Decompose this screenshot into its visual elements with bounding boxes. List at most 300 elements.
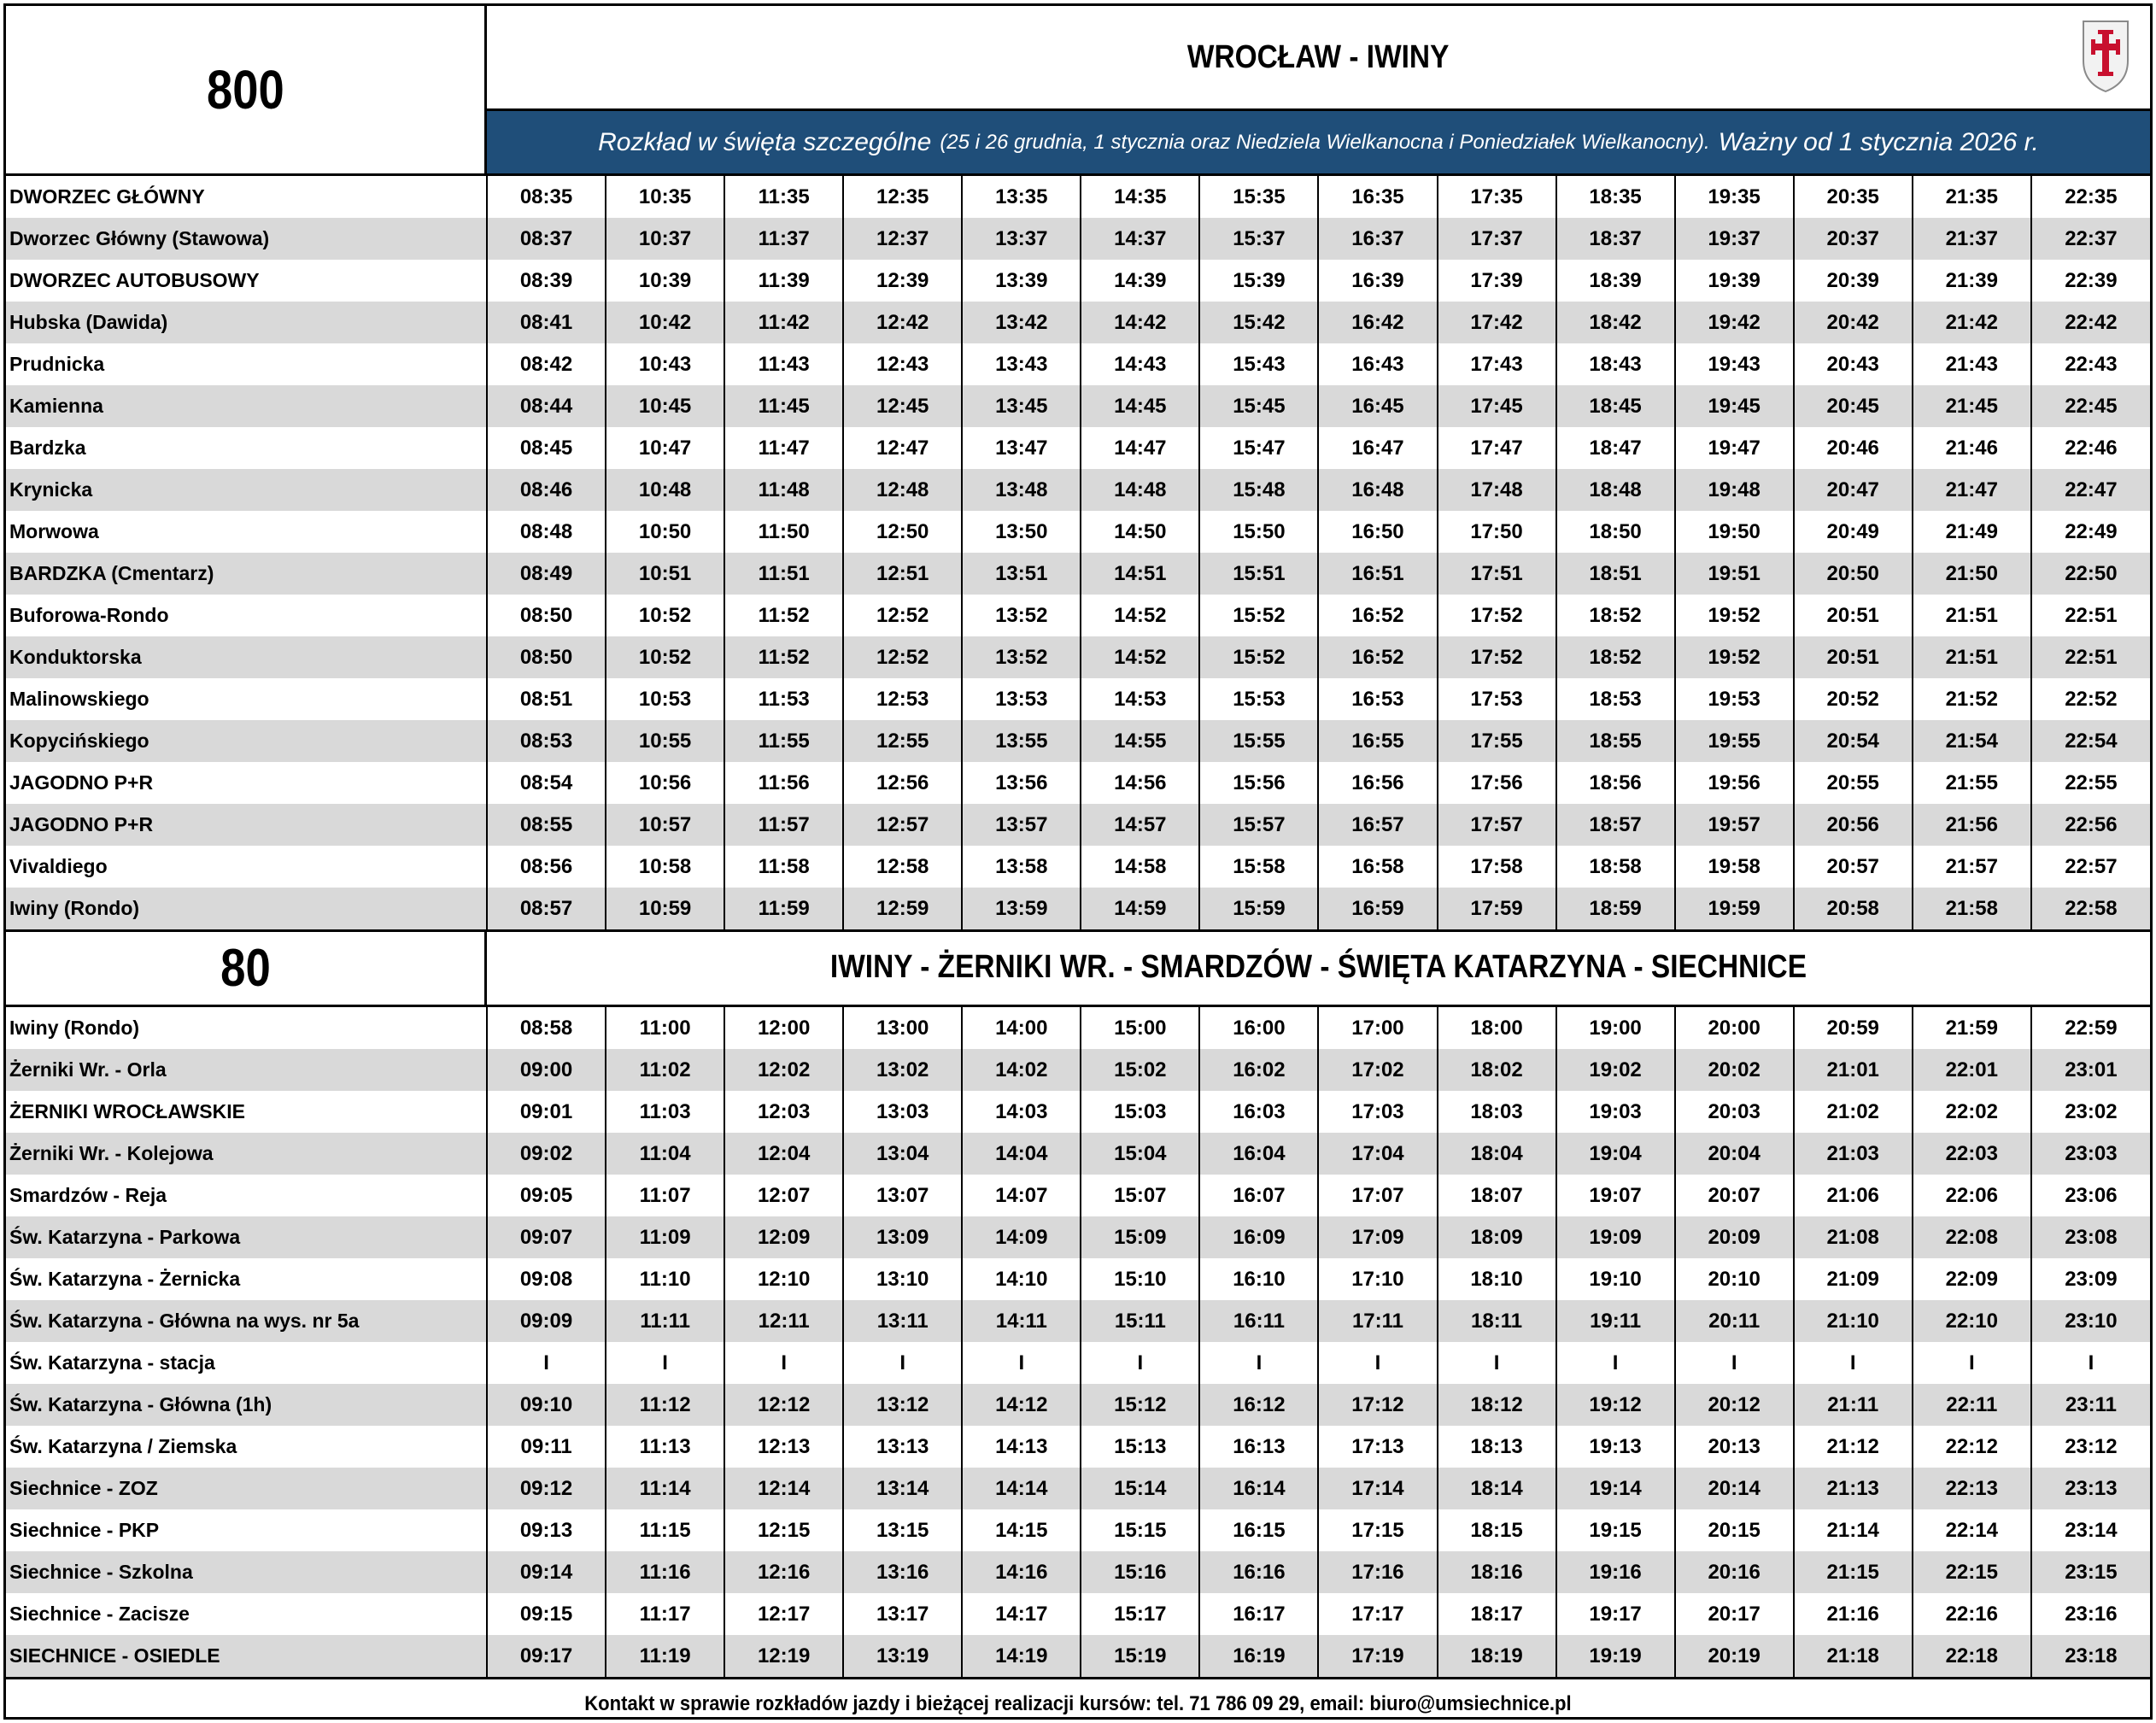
departure-time: I [1199, 1342, 1318, 1384]
departure-time: 18:11 [1438, 1300, 1556, 1342]
departure-time: 17:17 [1318, 1593, 1437, 1635]
departure-time: 11:09 [606, 1216, 724, 1258]
table-row [6, 1007, 2150, 1049]
departure-time: 20:35 [1794, 176, 1913, 218]
departure-time: 08:45 [487, 427, 606, 469]
departure-time: 12:04 [724, 1133, 843, 1175]
table-row [6, 678, 2150, 720]
departure-time: 17:58 [1438, 846, 1556, 888]
stop-name: Krynicka [6, 469, 487, 511]
departure-time: 23:09 [2065, 1267, 2118, 1291]
departure-time: 12:51 [843, 553, 962, 595]
departure-time: 21:42 [1913, 302, 2031, 343]
departure-time: 09:01 [487, 1091, 606, 1133]
departure-time: 08:54 [487, 762, 606, 804]
departure-time: 17:57 [1438, 804, 1556, 846]
stop-name: SIECHNICE - OSIEDLE [6, 1635, 487, 1677]
table-row [6, 343, 2150, 385]
departure-time: 22:58 [2031, 888, 2150, 929]
departure-time: 18:52 [1556, 595, 1675, 636]
departure-time: 12:59 [843, 888, 962, 929]
departure-time: 16:42 [1318, 302, 1437, 343]
departure-time: 16:04 [1199, 1133, 1318, 1175]
table-row [6, 804, 2150, 846]
stop-name: DWORZEC AUTOBUSOWY [6, 260, 487, 302]
stop-name: Św. Katarzyna - stacja [6, 1342, 487, 1384]
departure-time: 18:09 [1438, 1216, 1556, 1258]
departure-time: 22:57 [2065, 854, 2118, 878]
route-800-table-wrap [6, 176, 2150, 932]
departure-time: 13:47 [962, 427, 1081, 469]
departure-time: 20:15 [1675, 1509, 1794, 1551]
departure-time: 22:56 [2031, 804, 2150, 846]
departure-time: 09:05 [487, 1175, 606, 1216]
table-row [6, 511, 2150, 553]
table-row [6, 302, 2150, 343]
stop-name: Św. Katarzyna - Główna (1h) [6, 1384, 487, 1426]
departure-time: 18:51 [1556, 553, 1675, 595]
departure-time: 14:43 [1081, 343, 1199, 385]
departure-time: 19:07 [1556, 1175, 1675, 1216]
departure-time: 20:49 [1794, 511, 1913, 553]
departure-time: 18:58 [1556, 846, 1675, 888]
stop-name: Bardzka [6, 427, 487, 469]
departure-time: 13:37 [962, 218, 1081, 260]
departure-time: I [2088, 1351, 2094, 1374]
departure-time: 18:35 [1556, 176, 1675, 218]
departure-time: 10:45 [606, 385, 724, 427]
departure-time: 13:45 [962, 385, 1081, 427]
departure-time: 14:14 [962, 1468, 1081, 1509]
departure-time: 15:35 [1199, 176, 1318, 218]
departure-time: 21:39 [1913, 260, 2031, 302]
departure-time: 14:10 [962, 1258, 1081, 1300]
departure-time: 18:48 [1556, 469, 1675, 511]
contact-footer [6, 1679, 2150, 1720]
departure-time: 20:46 [1794, 427, 1913, 469]
departure-time: 18:59 [1556, 888, 1675, 929]
departure-time: 08:51 [487, 678, 606, 720]
departure-time: 13:09 [843, 1216, 962, 1258]
departure-time: 20:50 [1794, 553, 1913, 595]
departure-time: 13:04 [843, 1133, 962, 1175]
departure-time: 15:19 [1081, 1635, 1199, 1677]
departure-time: 15:58 [1199, 846, 1318, 888]
departure-time: 17:12 [1318, 1384, 1437, 1426]
departure-time: 13:03 [843, 1091, 962, 1133]
departure-time: 11:39 [724, 260, 843, 302]
departure-time: 22:18 [1913, 1635, 2031, 1677]
departure-time: 14:17 [962, 1593, 1081, 1635]
departure-time: 17:11 [1318, 1300, 1437, 1342]
departure-time: 21:10 [1794, 1300, 1913, 1342]
departure-time: 22:39 [2065, 268, 2118, 292]
departure-time: 20:14 [1675, 1468, 1794, 1509]
departure-time: 13:59 [962, 888, 1081, 929]
departure-time: 12:45 [843, 385, 962, 427]
coat-of-arms-icon [2080, 16, 2131, 93]
departure-time: 23:08 [2031, 1216, 2150, 1258]
departure-time: 15:14 [1081, 1468, 1199, 1509]
departure-time: 10:47 [606, 427, 724, 469]
departure-time: 14:16 [962, 1551, 1081, 1593]
departure-time: 14:51 [1081, 553, 1199, 595]
departure-time: 14:04 [962, 1133, 1081, 1175]
departure-time: 22:16 [1913, 1593, 2031, 1635]
departure-time: 13:57 [962, 804, 1081, 846]
departure-time: 20:19 [1675, 1635, 1794, 1677]
departure-time: 12:10 [724, 1258, 843, 1300]
departure-time: 17:07 [1318, 1175, 1437, 1216]
route-title-text: WROCŁAW - IWINY [1187, 38, 1450, 75]
departure-time: 10:37 [606, 218, 724, 260]
departure-time: 22:50 [2031, 553, 2150, 595]
departure-time: 20:09 [1675, 1216, 1794, 1258]
departure-time: 12:35 [843, 176, 962, 218]
departure-time: 21:49 [1913, 511, 2031, 553]
departure-time: 22:13 [1913, 1468, 2031, 1509]
stop-name: Vivaldiego [6, 846, 487, 888]
departure-time: 22:35 [2065, 185, 2118, 208]
departure-time: 14:35 [1081, 176, 1199, 218]
departure-time: 12:56 [843, 762, 962, 804]
departure-time: 17:51 [1438, 553, 1556, 595]
departure-time: 19:11 [1556, 1300, 1675, 1342]
departure-time: 11:16 [606, 1551, 724, 1593]
departure-time: 13:02 [843, 1049, 962, 1091]
departure-time: 17:02 [1318, 1049, 1437, 1091]
departure-time: 10:53 [606, 678, 724, 720]
departure-time: I [1318, 1342, 1437, 1384]
departure-time: 22:37 [2031, 218, 2150, 260]
departure-time: 17:15 [1318, 1509, 1437, 1551]
departure-time: 18:13 [1438, 1426, 1556, 1468]
departure-time: 19:58 [1675, 846, 1794, 888]
departure-time: 11:53 [724, 678, 843, 720]
departure-time: 23:13 [2031, 1468, 2150, 1509]
departure-time: I [1913, 1342, 2031, 1384]
departure-time: 22:54 [2031, 720, 2150, 762]
departure-time: 15:09 [1081, 1216, 1199, 1258]
departure-time: 15:59 [1199, 888, 1318, 929]
departure-time: 14:39 [1081, 260, 1199, 302]
departure-time: 18:43 [1556, 343, 1675, 385]
departure-time: 19:17 [1556, 1593, 1675, 1635]
departure-time: 14:47 [1081, 427, 1199, 469]
table-row [6, 218, 2150, 260]
departure-time: 22:03 [1913, 1133, 2031, 1175]
departure-time: 19:02 [1556, 1049, 1675, 1091]
departure-time: 10:50 [606, 511, 724, 553]
departure-time: 11:37 [724, 218, 843, 260]
departure-time: 09:02 [487, 1133, 606, 1175]
departure-time: 10:35 [606, 176, 724, 218]
stop-name: Morwowa [6, 511, 487, 553]
table-row [6, 762, 2150, 804]
departure-time: 19:57 [1675, 804, 1794, 846]
departure-time: 19:43 [1675, 343, 1794, 385]
departure-time: 20:58 [1794, 888, 1913, 929]
table-row [6, 1049, 2150, 1091]
departure-time: 21:51 [1913, 595, 2031, 636]
stop-name: Św. Katarzyna - Żernicka [6, 1258, 487, 1300]
subtitle-main: Rozkład w święta szczególne [598, 127, 932, 156]
departure-time: 15:42 [1199, 302, 1318, 343]
departure-time: 12:17 [724, 1593, 843, 1635]
departure-time: 11:52 [724, 636, 843, 678]
table-row [6, 1258, 2150, 1300]
departure-time: I [1794, 1342, 1913, 1384]
table-row [6, 1091, 2150, 1133]
departure-time: 17:16 [1318, 1551, 1437, 1593]
departure-time: 18:56 [1556, 762, 1675, 804]
departure-time: 18:52 [1556, 636, 1675, 678]
table-row [6, 260, 2150, 302]
table-row [6, 1551, 2150, 1593]
departure-time: 10:55 [606, 720, 724, 762]
departure-time: 23:12 [2065, 1434, 2118, 1458]
departure-time: 10:51 [606, 553, 724, 595]
departure-time: 15:43 [1199, 343, 1318, 385]
route-80-table-wrap [6, 1007, 2150, 1679]
departure-time: 10:56 [606, 762, 724, 804]
departure-time: 13:15 [843, 1509, 962, 1551]
departure-time: 15:52 [1199, 636, 1318, 678]
departure-time: 15:13 [1081, 1426, 1199, 1468]
departure-time: 17:04 [1318, 1133, 1437, 1175]
departure-time: 15:48 [1199, 469, 1318, 511]
departure-time: 20:51 [1794, 636, 1913, 678]
departure-time: 15:53 [1199, 678, 1318, 720]
departure-time: 12:12 [724, 1384, 843, 1426]
departure-time: 16:17 [1199, 1593, 1318, 1635]
departure-time: 21:52 [1913, 678, 2031, 720]
departure-time: 15:00 [1081, 1007, 1199, 1049]
departure-time: 15:50 [1199, 511, 1318, 553]
departure-time: 08:44 [487, 385, 606, 427]
departure-time: 23:06 [2065, 1183, 2118, 1207]
departure-time: 11:00 [606, 1007, 724, 1049]
table-row [6, 427, 2150, 469]
departure-time: 18:17 [1438, 1593, 1556, 1635]
departure-time: 11:12 [606, 1384, 724, 1426]
validity-banner [487, 108, 2150, 173]
departure-time: 23:03 [2031, 1133, 2150, 1175]
departure-time: 15:51 [1199, 553, 1318, 595]
departure-time: 16:09 [1199, 1216, 1318, 1258]
departure-time: 21:14 [1794, 1509, 1913, 1551]
departure-time: 16:37 [1318, 218, 1437, 260]
departure-time: 17:14 [1318, 1468, 1437, 1509]
departure-time: 21:51 [1913, 636, 2031, 678]
departure-time: 10:48 [606, 469, 724, 511]
departure-time: 12:37 [843, 218, 962, 260]
departure-time: 14:58 [1081, 846, 1199, 888]
departure-time: 09:10 [487, 1384, 606, 1426]
departure-time: 14:45 [1081, 385, 1199, 427]
table-row [6, 1175, 2150, 1216]
departure-time: 23:02 [2065, 1099, 2118, 1123]
departure-time: 19:13 [1556, 1426, 1675, 1468]
departure-time: 11:17 [606, 1593, 724, 1635]
departure-time: 15:07 [1081, 1175, 1199, 1216]
departure-time: 20:54 [1794, 720, 1913, 762]
departure-time: 22:09 [1913, 1258, 2031, 1300]
departure-time: 16:53 [1318, 678, 1437, 720]
timetable-page [3, 3, 2153, 1720]
departure-time: 18:37 [1556, 218, 1675, 260]
departure-time: 08:37 [487, 218, 606, 260]
departure-time: 20:47 [1794, 469, 1913, 511]
stop-name: Siechnice - Szkolna [6, 1551, 487, 1593]
departure-time: 16:48 [1318, 469, 1437, 511]
departure-time: 19:52 [1675, 636, 1794, 678]
departure-time: 22:43 [2065, 352, 2118, 376]
departure-time: 16:00 [1199, 1007, 1318, 1049]
departure-time: 14:13 [962, 1426, 1081, 1468]
departure-time: 11:02 [606, 1049, 724, 1091]
departure-time: 20:43 [1794, 343, 1913, 385]
stop-name: Konduktorska [6, 636, 487, 678]
table-row [6, 846, 2150, 888]
departure-time: 20:59 [1794, 1007, 1913, 1049]
departure-time: 12:19 [724, 1635, 843, 1677]
departure-time: 13:56 [962, 762, 1081, 804]
departure-time: 17:55 [1438, 720, 1556, 762]
departure-time: 18:50 [1556, 511, 1675, 553]
departure-time: 19:39 [1675, 260, 1794, 302]
departure-time: 12:02 [724, 1049, 843, 1091]
departure-time: 11:52 [724, 595, 843, 636]
departure-time: 13:19 [843, 1635, 962, 1677]
departure-time: 15:17 [1081, 1593, 1199, 1635]
departure-time: 13:14 [843, 1468, 962, 1509]
departure-time: 12:42 [843, 302, 962, 343]
departure-time: 14:37 [1081, 218, 1199, 260]
departure-time: 14:03 [962, 1091, 1081, 1133]
departure-time: 16:11 [1199, 1300, 1318, 1342]
departure-time: 21:47 [1913, 469, 2031, 511]
departure-time: 17:42 [1438, 302, 1556, 343]
departure-time: 15:37 [1199, 218, 1318, 260]
departure-time: 11:58 [724, 846, 843, 888]
departure-time: 13:50 [962, 511, 1081, 553]
route-number-80-text: 80 [220, 939, 271, 998]
departure-time: 16:58 [1318, 846, 1437, 888]
departure-time: 18:45 [1556, 385, 1675, 427]
departure-time: 17:37 [1438, 218, 1556, 260]
departure-time: 10:42 [606, 302, 724, 343]
departure-time: 20:51 [1794, 595, 1913, 636]
departure-time: 19:14 [1556, 1468, 1675, 1509]
departure-time: 19:00 [1556, 1007, 1675, 1049]
departure-time: 20:17 [1675, 1593, 1794, 1635]
departure-time: 22:06 [1913, 1175, 2031, 1216]
departure-time: 17:53 [1438, 678, 1556, 720]
departure-time: 13:10 [843, 1258, 962, 1300]
stop-name: Żerniki Wr. - Orla [6, 1049, 487, 1091]
departure-time: 21:08 [1794, 1216, 1913, 1258]
departure-time: 21:11 [1794, 1384, 1913, 1426]
departure-time: 09:12 [487, 1468, 606, 1509]
departure-time: 22:15 [1913, 1551, 2031, 1593]
departure-time: 18:03 [1438, 1091, 1556, 1133]
table-row [6, 176, 2150, 218]
route-number [6, 6, 487, 173]
departure-time: 12:52 [843, 636, 962, 678]
departure-time: 21:43 [1913, 343, 2031, 385]
departure-time: 11:57 [724, 804, 843, 846]
table-row [6, 1133, 2150, 1175]
stop-name: JAGODNO P+R [6, 762, 487, 804]
departure-time: 09:15 [487, 1593, 606, 1635]
departure-time: 13:55 [962, 720, 1081, 762]
departure-time: 14:56 [1081, 762, 1199, 804]
departure-time: 12:43 [843, 343, 962, 385]
departure-time: 10:39 [606, 260, 724, 302]
table-row [6, 1216, 2150, 1258]
departure-time: 13:11 [843, 1300, 962, 1342]
departure-time: 20:04 [1675, 1133, 1794, 1175]
departure-time: 18:10 [1438, 1258, 1556, 1300]
departure-time: 08:55 [487, 804, 606, 846]
departure-time: 11:45 [724, 385, 843, 427]
stop-name: Siechnice - PKP [6, 1509, 487, 1551]
route-800-timetable [6, 176, 2150, 929]
departure-time: 15:56 [1199, 762, 1318, 804]
departure-time: 16:45 [1318, 385, 1437, 427]
departure-time: 08:35 [487, 176, 606, 218]
route-number-80 [6, 932, 487, 1005]
departure-time: 14:59 [1081, 888, 1199, 929]
departure-time: 12:11 [724, 1300, 843, 1342]
departure-time: 17:00 [1318, 1007, 1437, 1049]
stop-name: Siechnice - Zacisze [6, 1593, 487, 1635]
departure-time: 11:03 [606, 1091, 724, 1133]
departure-time: 12:09 [724, 1216, 843, 1258]
departure-time: 23:14 [2065, 1518, 2118, 1542]
departure-time: 14:07 [962, 1175, 1081, 1216]
stop-name: Siechnice - ZOZ [6, 1468, 487, 1509]
departure-time: 16:52 [1318, 595, 1437, 636]
departure-time: 18:15 [1438, 1509, 1556, 1551]
table-row [6, 1593, 2150, 1635]
departure-time: 18:04 [1438, 1133, 1556, 1175]
contact-text: Kontakt w sprawie rozkładów jazdy i bieżącej realizacji kursów: tel. 71 786 09 29, email: biuro@umsiechnice.pl [584, 1692, 1572, 1715]
departure-time: 13:17 [843, 1593, 962, 1635]
departure-time: 23:11 [2031, 1384, 2150, 1426]
departure-time: 13:16 [843, 1551, 962, 1593]
departure-time: 13:52 [962, 595, 1081, 636]
departure-time: 12:15 [724, 1509, 843, 1551]
departure-time: 22:42 [2031, 302, 2150, 343]
departure-time: 22:47 [2031, 469, 2150, 511]
departure-time: 11:56 [724, 762, 843, 804]
departure-time: 08:56 [487, 846, 606, 888]
departure-time: 20:52 [1794, 678, 1913, 720]
departure-time: 18:57 [1556, 804, 1675, 846]
departure-time: 18:55 [1556, 720, 1675, 762]
departure-time: 14:11 [962, 1300, 1081, 1342]
departure-time: 14:09 [962, 1216, 1081, 1258]
stop-name: Kopycińskiego [6, 720, 487, 762]
departure-time: 21:16 [1794, 1593, 1913, 1635]
departure-time: 17:56 [1438, 762, 1556, 804]
departure-time: 11:07 [606, 1175, 724, 1216]
departure-time: 21:12 [1794, 1426, 1913, 1468]
departure-time: 15:11 [1081, 1300, 1199, 1342]
departure-time: 21:58 [1913, 888, 2031, 929]
